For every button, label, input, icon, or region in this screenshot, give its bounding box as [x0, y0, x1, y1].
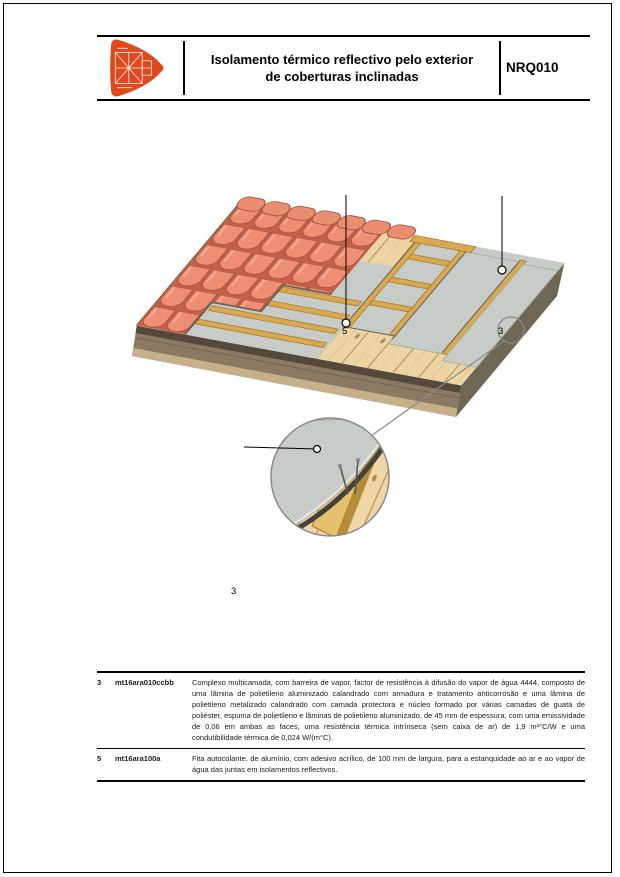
row-code: mt16ara010ccbb [115, 678, 174, 687]
table-rule-bottom [97, 780, 585, 782]
table-row [97, 673, 585, 748]
header-divider-left [183, 41, 185, 95]
header-rule-bottom [97, 99, 590, 101]
row-ref: 5 [97, 754, 102, 763]
table-row [97, 749, 585, 780]
roof-3d-drawing [0, 150, 620, 570]
row-description: Complexo multicamada, com barreira de vapor, factor de resistência à difusão do vapor de água 4444, composto de uma lâmina de polietileno aluminizado calandrado com armadura e tratamento anticorrosão e uma lâmina de polietileno metalizado calandrado com camada protectora e núcleo formado por várias camadas de guata de poliéster, espuma de polietileno e lâminas de polietileno aluminizado, de 45 mm de espessura, com uma emissividade de 0,06 em ambas as faces, uma resistência térmica intrínseca (sem caixa de ar) de 1,9 m²°C/W e uma condutibilidade térmica de 0,024 W/(m°C). [192, 678, 585, 742]
page-title-line2: de coberturas inclinadas [265, 68, 419, 84]
brand-logo [107, 38, 165, 98]
callout-label-5: 5 [342, 326, 348, 337]
page-title [186, 36, 498, 99]
row-ref: 3 [97, 678, 102, 687]
roofplan-triangle-icon [107, 38, 165, 98]
roof-illustration [0, 150, 620, 597]
page-title-line1: Isolamento térmico reflectivo pelo exterior [210, 51, 474, 67]
callout-label-3: 3 [498, 326, 504, 337]
detail-callout-label-3: 3 [231, 586, 237, 597]
row-description: Fita autocolante, de alumínio, com adesivo acrílico, de 100 mm de largura, para a estanquidade ao ar e ao vapor de água das juntas em isolamentos reflectivos. [192, 754, 585, 774]
materials-table [97, 671, 585, 782]
row-code: mt16ara100a [115, 754, 161, 763]
header-divider-right [499, 41, 501, 95]
sheet-code: NRQ010 [506, 60, 559, 75]
